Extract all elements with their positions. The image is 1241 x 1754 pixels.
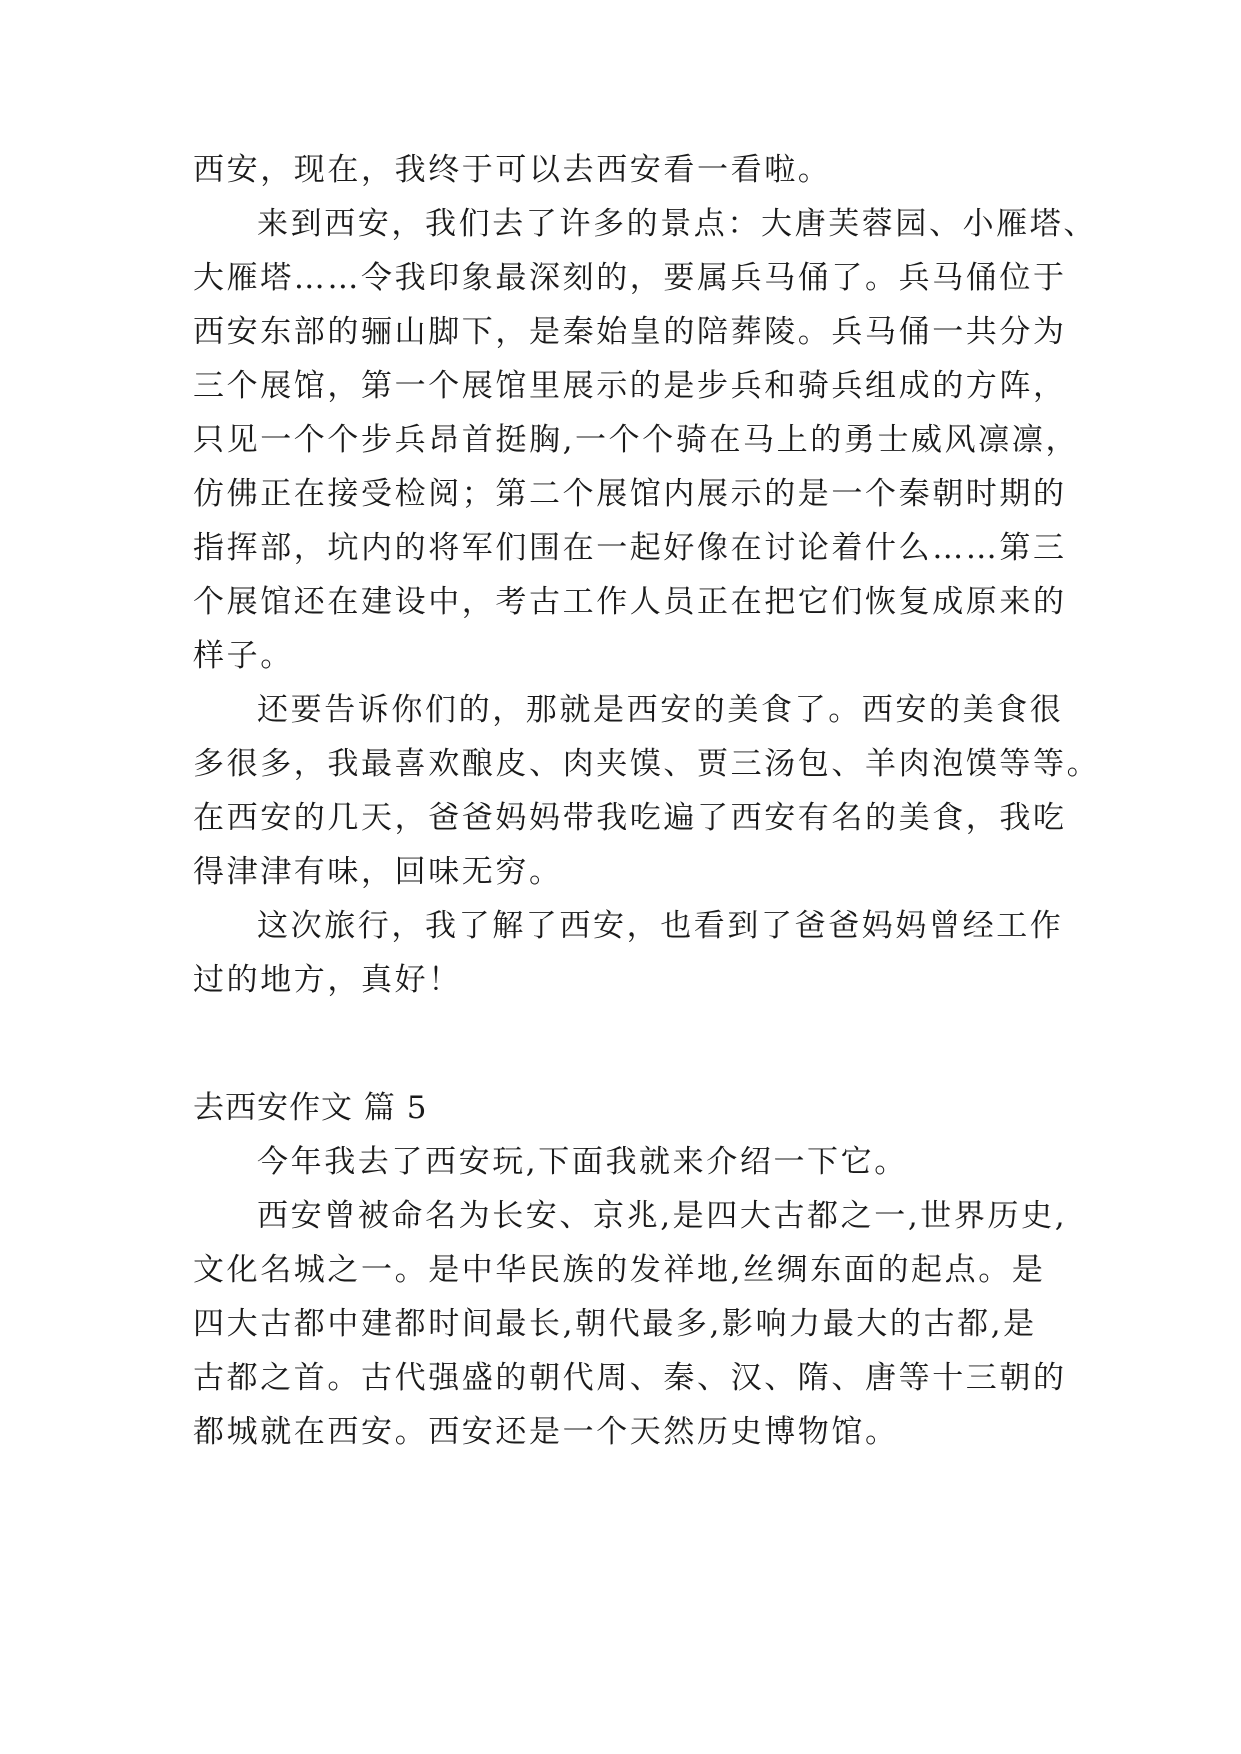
text-line: 指挥部，坑内的将军们围在一起好像在讨论着什么……第三 <box>193 530 1067 566</box>
text-line: 都城就在西安。西安还是一个天然历史博物馆。 <box>193 1414 899 1450</box>
text-line: 只见一个个步兵昂首挺胸,一个个骑在马上的勇士威风凛凛， <box>193 422 1080 458</box>
text-line: 仿佛正在接受检阅；第二个展馆内展示的是一个秦朝时期的 <box>193 476 1067 512</box>
text-line: 样子。 <box>193 638 294 674</box>
section-heading: 去西安作文 篇 5 <box>193 1090 428 1126</box>
paragraph-start: 今年我去了西安玩,下面我就来介绍一下它。 <box>257 1144 908 1180</box>
text-line: 西安东部的骊山脚下，是秦始皇的陪葬陵。兵马俑一共分为 <box>193 314 1067 350</box>
paragraph-start: 西安曾被命名为长安、京兆,是四大古都之一,世界历史, <box>257 1198 1068 1234</box>
text-line: 得津津有味，回味无穷。 <box>193 854 563 890</box>
text-line: 在西安的几天，爸爸妈妈带我吃遍了西安有名的美食，我吃 <box>193 800 1067 836</box>
text-line: 多很多，我最喜欢酿皮、肉夹馍、贾三汤包、羊肉泡馍等等。 <box>193 746 1101 782</box>
text-line: 四大古都中建都时间最长,朝代最多,影响力最大的古都,是 <box>193 1306 1037 1342</box>
text-line: 个展馆还在建设中，考古工作人员正在把它们恢复成原来的 <box>193 584 1067 620</box>
paragraph-start: 这次旅行，我了解了西安，也看到了爸爸妈妈曾经工作 <box>257 908 1064 944</box>
paragraph-start: 还要告诉你们的，那就是西安的美食了。西安的美食很 <box>257 692 1064 728</box>
text-line: 古都之首。古代强盛的朝代周、秦、汉、隋、唐等十三朝的 <box>193 1360 1067 1396</box>
text-line: 大雁塔……令我印象最深刻的，要属兵马俑了。兵马俑位于 <box>193 260 1067 296</box>
text-line: 西安，现在，我终于可以去西安看一看啦。 <box>193 152 832 188</box>
text-line: 三个展馆，第一个展馆里展示的是步兵和骑兵组成的方阵， <box>193 368 1067 404</box>
text-line: 文化名城之一。是中华民族的发祥地,丝绸东面的起点。是 <box>193 1252 1046 1288</box>
paragraph-start: 来到西安，我们去了许多的景点：大唐芙蓉园、小雁塔、 <box>257 206 1097 242</box>
text-line: 过的地方，真好！ <box>193 962 462 998</box>
